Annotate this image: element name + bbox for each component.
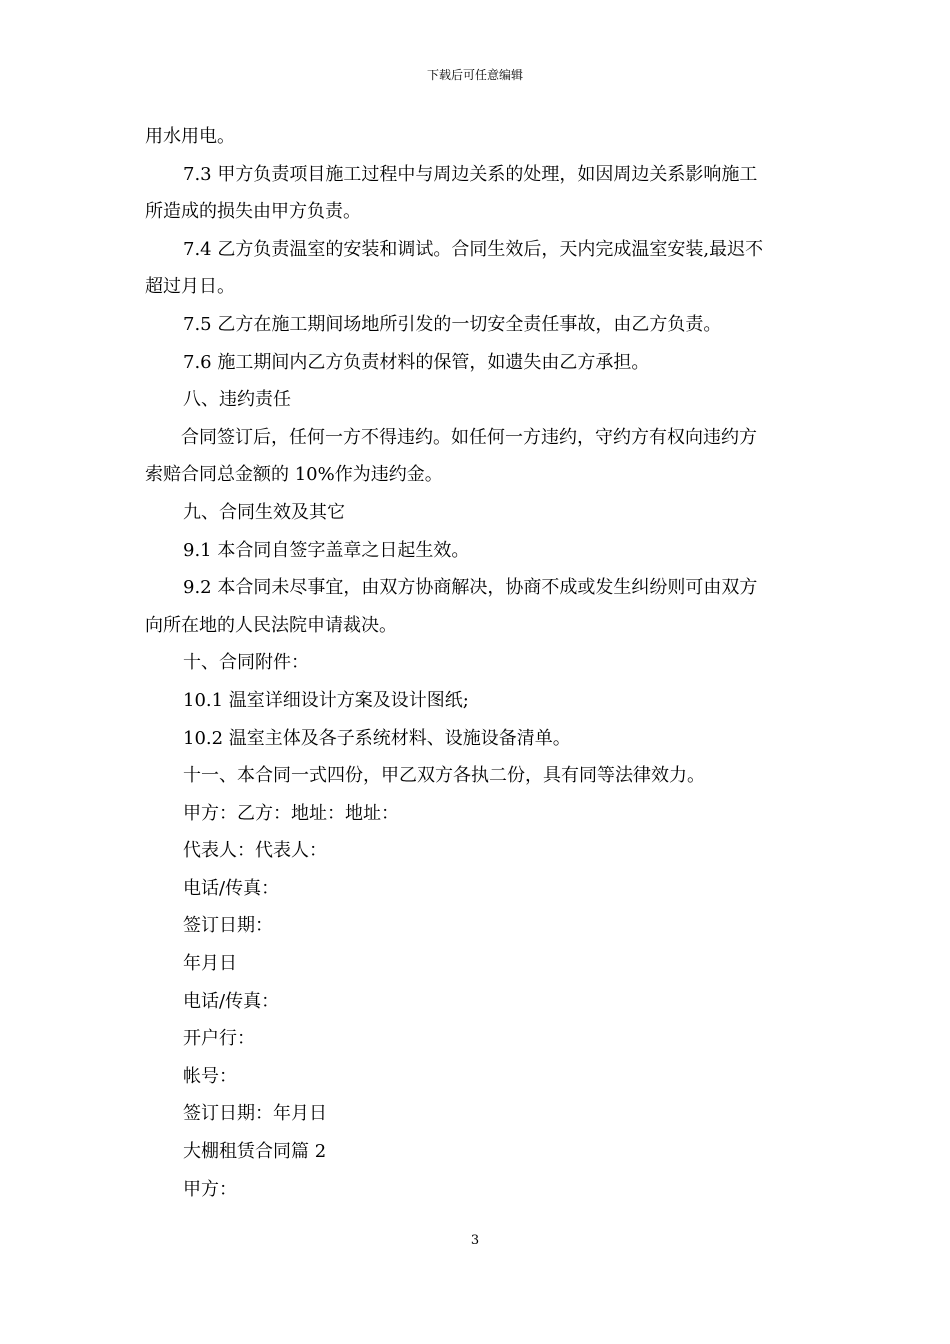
paragraph-line: 用水用电。 bbox=[145, 126, 235, 147]
signature-field: 代表人：代表人： bbox=[183, 840, 327, 862]
paragraph-line: 所造成的损失由甲方负责。 bbox=[145, 201, 361, 223]
paragraph-line: 7.5 乙方在施工期间场地所引发的一切安全责任事故，由乙方负责。 bbox=[183, 313, 722, 335]
signature-field: 开户行： bbox=[183, 1028, 255, 1050]
signature-field: 签订日期： bbox=[183, 915, 273, 937]
section-heading: 八、违约责任 bbox=[183, 389, 291, 411]
paragraph-line: 超过月日。 bbox=[145, 276, 235, 298]
paragraph-line: 7.6 施工期间内乙方负责材料的保管，如遗失由乙方承担。 bbox=[183, 351, 650, 373]
section-heading: 九、合同生效及其它 bbox=[183, 501, 345, 523]
page-number: 3 bbox=[470, 1233, 480, 1248]
paragraph-line: 7.3 甲方负责项目施工过程中与周边关系的处理，如因周边关系影响施工 bbox=[183, 163, 758, 185]
paragraph-line: 十一、本合同一式四份，甲乙双方各执二份，具有同等法律效力。 bbox=[183, 765, 705, 787]
document-body bbox=[145, 118, 810, 1208]
section-heading: 大棚租赁合同篇 2 bbox=[183, 1141, 327, 1163]
paragraph-line: 10.2 温室主体及各子系统材料、设施设备清单。 bbox=[183, 727, 571, 749]
paragraph-line: 10.1 温室详细设计方案及设计图纸; bbox=[183, 689, 469, 711]
paragraph-line: 向所在地的人民法院申请裁决。 bbox=[145, 614, 397, 636]
paragraph-line: 7.4 乙方负责温室的安装和调试。合同生效后，天内完成温室安装,最迟不 bbox=[183, 238, 764, 260]
paragraph-line: 合同签订后，任何一方不得违约。如任何一方违约，守约方有权向违约方 bbox=[181, 426, 757, 448]
page-header: 下载后可任意编辑 bbox=[426, 68, 523, 82]
signature-field: 签订日期：年月日 bbox=[183, 1103, 327, 1125]
signature-field: 电话/传真： bbox=[183, 877, 280, 899]
paragraph-line: 9.1 本合同自签字盖章之日起生效。 bbox=[183, 539, 470, 561]
signature-field: 电话/传真： bbox=[183, 990, 280, 1012]
signature-field: 帐号： bbox=[183, 1065, 237, 1087]
signature-field: 甲方：乙方：地址：地址： bbox=[183, 802, 399, 824]
section-heading: 十、合同附件： bbox=[183, 652, 309, 674]
paragraph-line: 9.2 本合同未尽事宜，由双方协商解决，协商不成或发生纠纷则可由双方 bbox=[183, 577, 758, 599]
signature-field: 甲方： bbox=[183, 1178, 237, 1200]
signature-field: 年月日 bbox=[183, 953, 237, 975]
paragraph-line: 索赔合同总金额的 10%作为违约金。 bbox=[145, 464, 443, 486]
